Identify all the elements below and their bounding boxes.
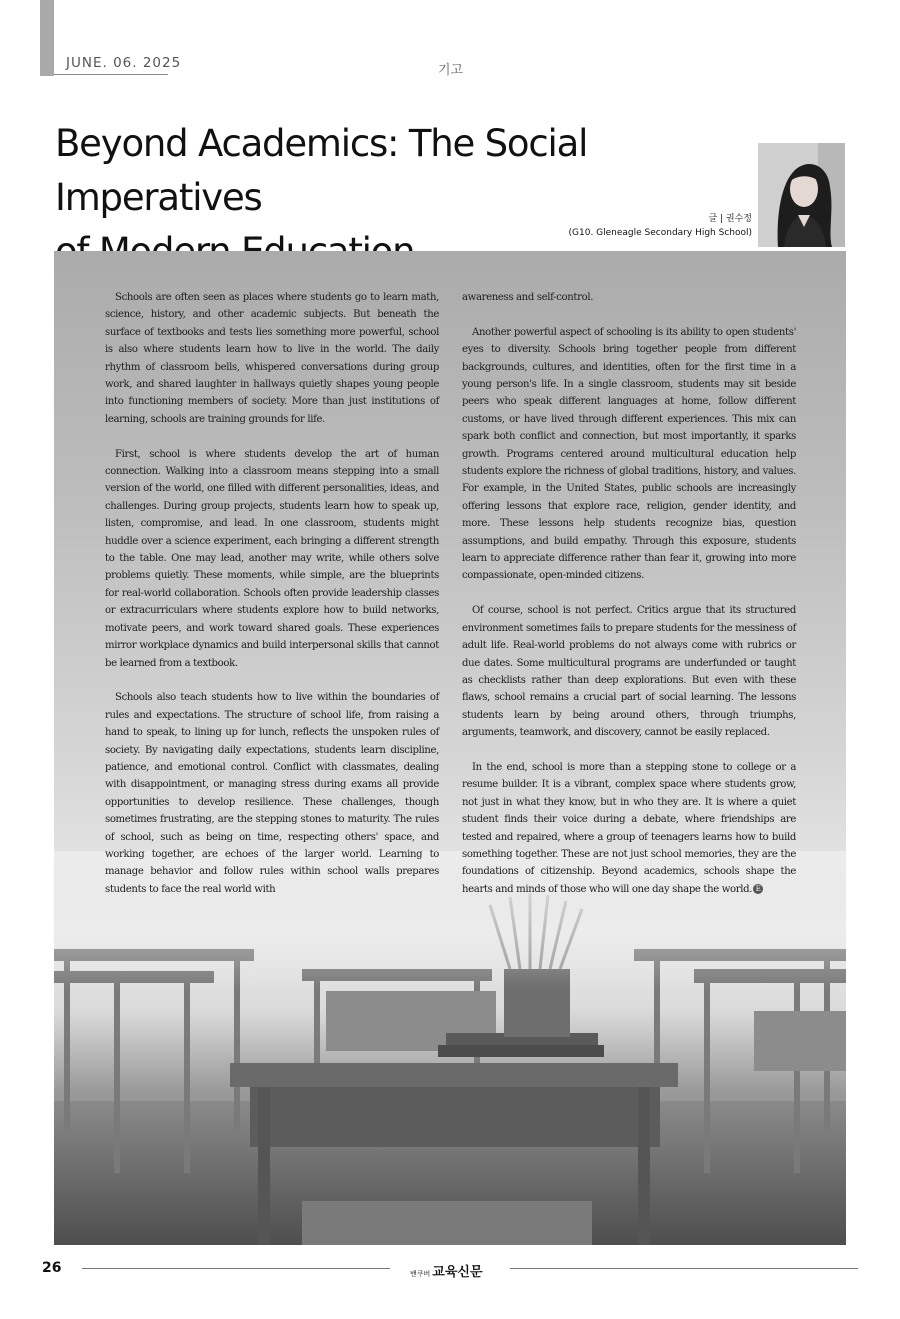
issue-date: JUNE. 06. 2025: [66, 55, 182, 71]
paragraph: Schools are often seen as places where students go to learn math, science, history, and other academic subjects. But beneath the surface of textbooks and tests lies something more powerful, school is also where students learn how to live in the world. The daily rhythm of classroom bells, whispered conversations during group work, and shared laughter in hallways quietly shapes young people into functioning members of society. More than just institutions of learning, schools are training grounds for life.: [105, 292, 439, 425]
paragraph: Schools also teach students how to live within the boundaries of rules and expectations. The structure of school life, from raising a hand to speak, to lining up for lunch, reflects the unspoken rules of society. By navigating daily expectations, students learn discipline, patience, and emotional control. Conflict with classmates, dealing with disappointment, or managing stress during exams all provide opportunities to develop resilience. These challenges, though sometimes frustrating, are the stepping stones to maturity. The rules of school, such as being on time, respecting others' space, and working together, are echoes of the larger world. Learning to manage behavior and follow rules within school walls prepares students to face the real world with: [105, 692, 439, 895]
paragraph-final: [462, 759, 796, 898]
article-column-left: [105, 289, 439, 916]
title-line-1: Beyond Academics: The Social Imperatives: [55, 122, 588, 219]
header-tab-bar: [40, 0, 54, 76]
byline-author: 글 | 권수정: [708, 214, 752, 224]
author-portrait-image: [758, 143, 845, 247]
paragraph: Of course, school is not perfect. Critics argue that its structured environment sometimes fails to prepare students for the messiness of adult life. Real-world problems do not always come with rubrics or due dates. Some multicultural programs are underfunded or taught as checklists rather than deep explorations. But even with these flaws, school remains a crucial part of social learning. The lessons students learn by being around others, through triumphs, arguments, teamwork, and discovery, cannot be easily replaced.: [462, 605, 796, 739]
newspaper-logo: [410, 1261, 483, 1280]
page-number: 26: [42, 1260, 62, 1276]
footer-rule-left: [82, 1268, 390, 1269]
byline-affiliation: (G10. Gleneagle Secondary High School): [568, 228, 752, 238]
byline: [569, 212, 753, 240]
paragraph: Another powerful aspect of schooling is its ability to open students' eyes to diversity. Schools bring together people from different backgrounds, cultures, and identities, often for the first time in a young person's life. In a single classroom, students may sit beside peers who speak different languages at home, follow different customs, or have lived through different experiences. This mix can spark both conflict and connection, but most importantly, it sparks growth. Programs centered around multicultural education help students explore the richness of global traditions, history, and values. For example, in the United States, public schools are increasingly offering lessons that explore race, religion, gender identity, and more. These lessons help students recognize bias, question assumptions, and build empathy. Through this exposure, students learn to appreciate difference rather than fear it, growing into more compassionate, open-minded citizens.: [462, 326, 796, 582]
date-underline: [54, 74, 168, 75]
logo-main-text: 교육신문: [432, 1265, 483, 1280]
paragraph-continuation: awareness and self-control.: [462, 292, 594, 303]
end-mark-icon: E: [753, 884, 763, 894]
article-body-panel: [54, 251, 846, 1245]
author-photo: [758, 143, 845, 247]
footer-rule-right: [510, 1268, 858, 1269]
logo-small-text: 밴쿠버: [410, 1270, 431, 1278]
article-column-right: [462, 289, 796, 916]
final-paragraph-text: In the end, school is more than a stepping stone to college or a resume builder. It is a vibrant, complex space where students grow, not just in what they know, but in who they are. It is where a quiet student finds their voice during a debate, where friendships are tested and repaired, where a group of teenagers learns how to build something together. These are not just school memories, they are the foundations of citizenship. Beyond academics, schools shape the hearts and minds of those who will one day shape the world.: [462, 761, 796, 895]
section-label: 기고: [438, 63, 464, 78]
paragraph: First, school is where students develop the art of human connection. Walking into a classroom means stepping into a small version of the world, one filled with different personalities, ideas, and challenges. During group projects, students learn how to speak up, listen, compromise, and lead. In one classroom, students might huddle over a science experiment, each bringing a different strength to the table. One may lead, another may write, while others solve problems quietly. These moments, while simple, are the blueprints for real-world collaboration. Schools often provide leadership classes or extracurriculars where students explore how to build networks, motivate peers, and work toward shared goals. These experiences mirror workplace dynamics and build interpersonal skills that cannot be learned from a textbook.: [105, 448, 439, 669]
